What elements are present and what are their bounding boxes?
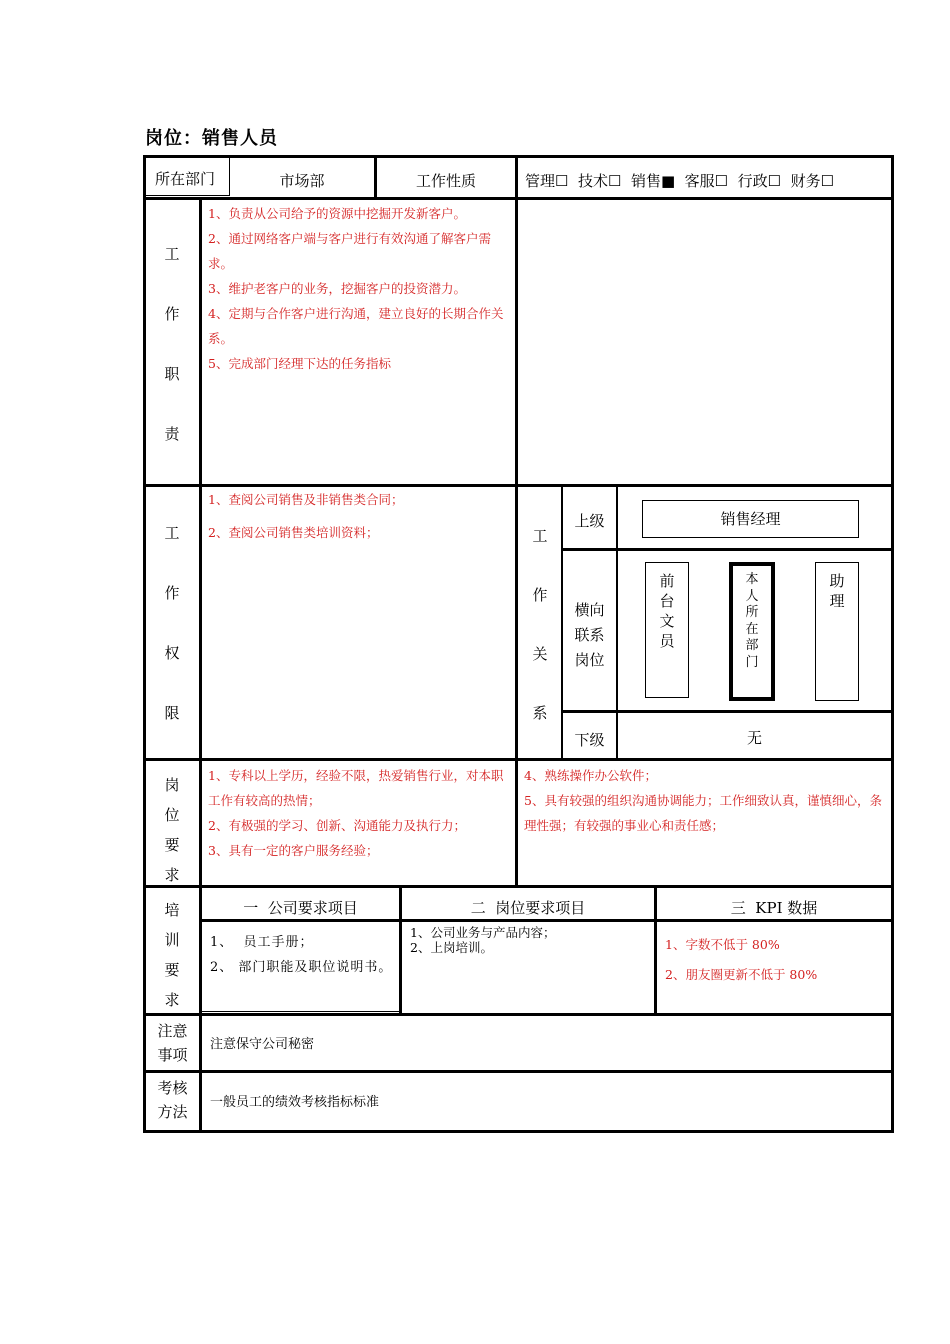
training-label (157, 895, 187, 1015)
authority-label-char: 工 (164, 524, 180, 542)
assessment-label (146, 1076, 199, 1124)
box-char: 文 (659, 612, 675, 630)
training-col1-header: 一 公司要求项目 (243, 899, 358, 917)
notes-value: 注意保守公司秘密 (210, 1037, 315, 1052)
lateral-box-own-dept (729, 562, 775, 701)
training-label-char: 求 (164, 991, 180, 1009)
dept-value: 市场部 (279, 172, 325, 190)
lateral-label-line: 联系 (574, 626, 605, 644)
authority-item: 1、查阅公司销售及非销售类合同； (208, 492, 404, 507)
duty-item: 4、定期与合作客户进行沟通，建立良好的长期合作关系。 (208, 306, 504, 346)
authority-label-char: 作 (164, 584, 180, 602)
relations-label-char: 系 (532, 704, 548, 722)
box-char: 在 (745, 621, 759, 637)
training-label-char: 要 (164, 961, 180, 979)
training-col1-list (210, 930, 394, 980)
duties-label-char: 职 (164, 365, 180, 383)
relations-label-char: 工 (532, 527, 548, 545)
training-item: 1、 员工手册； (210, 935, 314, 950)
superior-box: 销售经理 (642, 500, 859, 538)
notes-label-line: 注意 (157, 1022, 188, 1040)
requirements-label-char: 求 (164, 866, 180, 884)
box-char: 员 (659, 632, 675, 650)
duties-label-char: 作 (164, 305, 180, 323)
authority-label-char: 限 (164, 704, 180, 722)
duty-item: 2、通过网络客户端与客户进行有效沟通了解客户需求。 (208, 231, 491, 271)
duty-item: 5、完成部门经理下达的任务指标 (208, 356, 391, 371)
requirement-item: 3、具有一定的客户服务经验； (208, 843, 379, 858)
training-item: 2、朋友圈更新不低于 80% (665, 967, 818, 982)
box-char: 理 (829, 592, 845, 610)
box-char: 所 (745, 605, 759, 620)
requirement-item: 2、有极强的学习、创新、沟通能力及执行力； (208, 818, 466, 833)
assessment-label-line: 考核 (157, 1079, 188, 1097)
subordinate-label: 下级 (574, 731, 605, 749)
training-col2-header: 二 岗位要求项目 (470, 899, 586, 917)
duties-list (208, 201, 511, 376)
training-col3-list (665, 930, 887, 990)
requirement-item: 1、专科以上学历，经验不限，热爱销售行业，对本职工作有较高的热情； (208, 768, 504, 808)
duties-label-char: 工 (164, 245, 180, 263)
requirements-left-list (208, 763, 511, 863)
training-item: 1、字数不低于 80% (665, 937, 780, 952)
relations-label-char: 作 (532, 586, 548, 604)
training-label-char: 培 (164, 901, 180, 919)
lateral-label-line: 横向 (574, 601, 605, 619)
dept-label: 所在部门 (155, 170, 216, 188)
nature-label: 工作性质 (415, 172, 476, 190)
notes-label (146, 1019, 199, 1067)
box-char: 前 (659, 572, 675, 590)
training-item: 1、公司业务与产品内容； (410, 925, 556, 940)
box-char: 人 (745, 588, 759, 604)
requirements-label (157, 770, 187, 890)
training-col2-list (410, 925, 650, 955)
lateral-label (563, 598, 616, 673)
training-col3-header: 三 KPI 数据 (730, 899, 818, 917)
notes-label-line: 事项 (157, 1046, 188, 1064)
box-char: 部 (745, 638, 759, 653)
box-char: 台 (659, 592, 675, 610)
relations-label-char: 关 (532, 645, 548, 663)
relations-label (525, 525, 555, 761)
requirements-right-list (524, 763, 886, 838)
box-char: 本 (745, 572, 759, 587)
authority-item: 2、查阅公司销售类培训资料； (208, 525, 379, 540)
box-char: 门 (745, 654, 759, 670)
lateral-box-reception (645, 562, 689, 698)
requirement-item: 4、熟练操作办公软件； (524, 768, 657, 783)
duty-item: 1、负责从公司给予的资源中挖掘开发新客户。 (208, 206, 466, 221)
nature-options: 管理☐ 技术☐ 销售■ 客服☐ 行政☐ 财务☐ (525, 172, 835, 190)
training-label-char: 训 (164, 931, 180, 949)
page-title: 岗位：销售人员 (145, 128, 278, 149)
assessment-value: 一般员工的绩效考核指标标准 (210, 1095, 380, 1110)
training-item: 2、上岗培训。 (410, 940, 493, 955)
duties-label-char: 责 (164, 425, 180, 443)
requirements-label-char: 要 (164, 836, 180, 854)
training-item: 2、 部门职能及职位说明书。 (210, 960, 393, 975)
duties-label (157, 243, 187, 483)
lateral-box-assistant (815, 562, 859, 701)
requirement-item: 5、具有较强的组织沟通协调能力；工作细致认真，谨慎细心，条理性强；有较强的事业心和责任感； (524, 793, 882, 833)
subordinate-value: 无 (746, 729, 762, 747)
assessment-label-line: 方法 (157, 1103, 188, 1121)
authority-list (208, 490, 511, 543)
box-char: 助 (829, 572, 845, 590)
requirements-label-char: 位 (164, 806, 180, 824)
authority-label (157, 522, 187, 762)
duty-item: 3、维护老客户的业务，挖掘客户的投资潜力。 (208, 281, 466, 296)
superior-label: 上级 (574, 512, 605, 530)
requirements-label-char: 岗 (164, 776, 180, 794)
lateral-label-line: 岗位 (574, 651, 605, 669)
authority-label-char: 权 (164, 644, 180, 662)
